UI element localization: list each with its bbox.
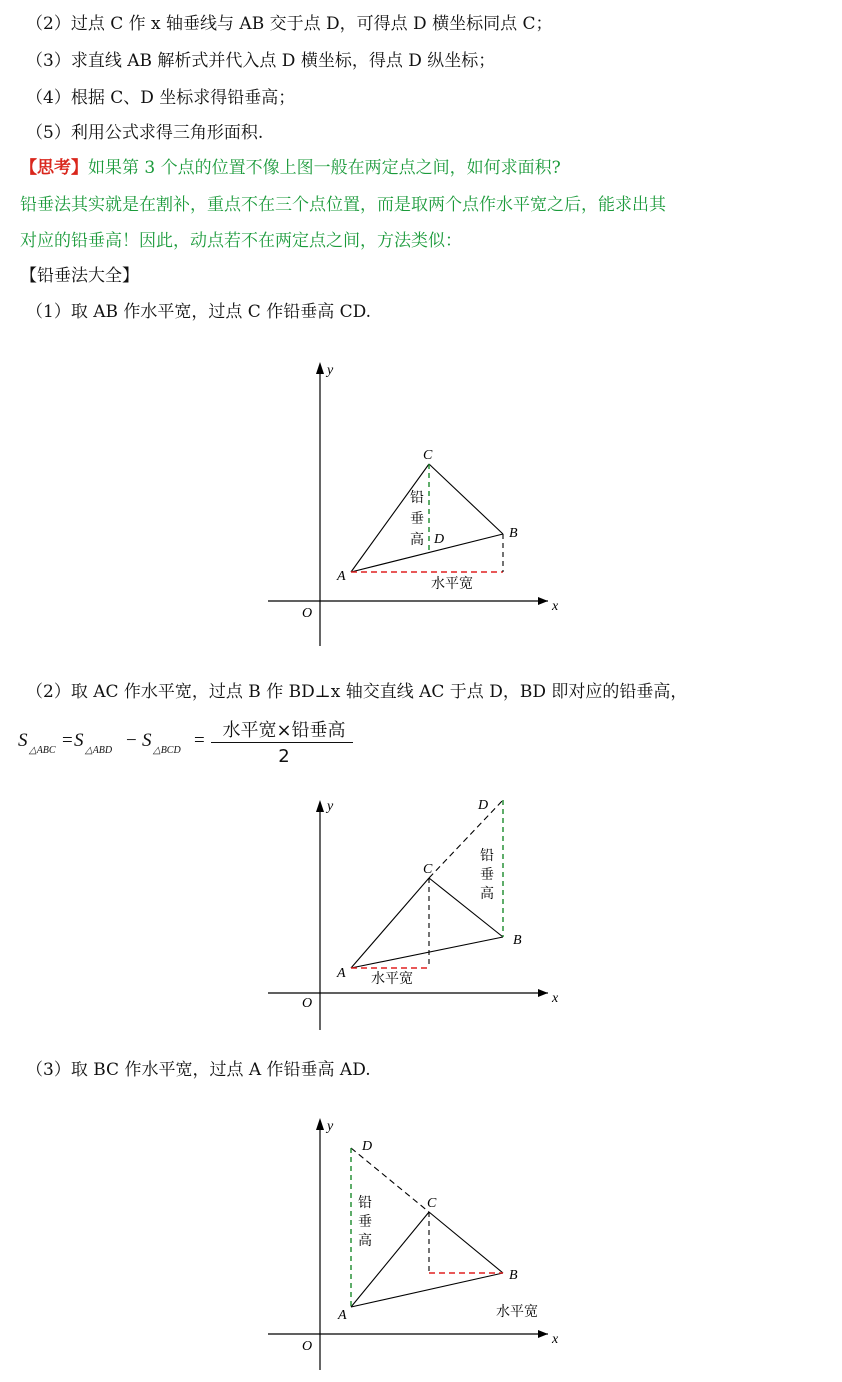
formula-denominator: 2 bbox=[278, 746, 290, 767]
fig2-label-b: B bbox=[513, 933, 522, 948]
formula-s1: S bbox=[18, 730, 28, 751]
case-1-text: （1）取 AB 作水平宽，过点 C 作铅垂高 CD. bbox=[26, 302, 372, 322]
think-answer-1: 铅垂法其实就是在割补，重点不在三个点位置，而是取两个点作水平宽之后，能求出其 bbox=[20, 195, 666, 215]
fig1-height-1: 铅 bbox=[410, 490, 424, 506]
formula-numerator: 水平宽×铅垂高 bbox=[222, 720, 346, 741]
fig1-y-arrow bbox=[316, 362, 324, 374]
fig1-origin-label: O bbox=[302, 606, 313, 621]
fig1-axes bbox=[268, 370, 548, 646]
formula-s2: S bbox=[74, 730, 84, 751]
fig3-triangle bbox=[351, 1212, 503, 1307]
fig1-x-arrow bbox=[538, 597, 548, 605]
formula-eq2: = bbox=[194, 730, 205, 751]
case-2-text: （2）取 AC 作水平宽，过点 B 作 BD⊥x 轴交直线 AC 于点 D，BD 即对应的铅垂高， bbox=[26, 682, 688, 702]
fig2-x-arrow bbox=[538, 989, 548, 997]
fig1-label-a: A bbox=[337, 569, 346, 584]
step-4: （4）根据 C、D 坐标求得铅垂高； bbox=[26, 88, 296, 108]
fig1-label-d: D bbox=[434, 532, 445, 547]
think-answer-2: 对应的铅垂高！因此，动点若不在两定点之间，方法类似： bbox=[20, 231, 462, 251]
fig2-width-label: 水平宽 bbox=[371, 971, 413, 987]
fig2-height-3: 高 bbox=[480, 886, 494, 902]
formula-eq1: = bbox=[62, 730, 73, 751]
fig1-label-b: B bbox=[509, 526, 518, 541]
fig3-y-arrow bbox=[316, 1118, 324, 1130]
think-question-text: 如果第 3 个点的位置不像上图一般在两定点之间，如何求面积? bbox=[88, 158, 561, 178]
fig3-x-label: x bbox=[552, 1332, 559, 1347]
fig3-origin-label: O bbox=[302, 1339, 313, 1354]
fig3-x-arrow bbox=[538, 1330, 548, 1338]
case-3-text: （3）取 BC 作水平宽，过点 A 作铅垂高 AD. bbox=[26, 1060, 371, 1080]
formula-sub3: △BCD bbox=[153, 745, 181, 756]
fig1-width-label: 水平宽 bbox=[431, 576, 473, 592]
fig2-label-c: C bbox=[423, 862, 433, 877]
section-title: 【铅垂法大全】 bbox=[20, 266, 139, 286]
fig3-height-2: 垂 bbox=[358, 1214, 372, 1230]
formula-sub1: △ABC bbox=[29, 745, 56, 756]
fig3-label-d: D bbox=[362, 1139, 373, 1154]
fig2-origin-label: O bbox=[302, 996, 313, 1011]
fig2-y-arrow bbox=[316, 800, 324, 812]
fig1-height-2: 垂 bbox=[410, 511, 424, 527]
fig3-axes bbox=[268, 1126, 548, 1370]
fig2-height-1: 铅 bbox=[480, 848, 494, 864]
fig1-height-3: 高 bbox=[410, 532, 424, 548]
think-tag: 【思考】 bbox=[20, 158, 88, 178]
fig1-triangle bbox=[351, 464, 503, 572]
formula-s3: S bbox=[142, 730, 152, 751]
formula-sub2: △ABD bbox=[85, 745, 113, 756]
fig2-y-label: y bbox=[327, 799, 334, 814]
fig3-label-b: B bbox=[509, 1268, 518, 1283]
fig1-x-label: x bbox=[552, 599, 559, 614]
fig3-label-c: C bbox=[427, 1196, 437, 1211]
fig2-label-d: D bbox=[478, 798, 489, 813]
fig3-width-label: 水平宽 bbox=[496, 1304, 538, 1320]
formula-fraction-bar bbox=[211, 742, 353, 743]
fig3-label-a: A bbox=[338, 1308, 347, 1323]
formula-minus: − bbox=[126, 730, 137, 751]
step-2: （2）过点 C 作 x 轴垂线与 AB 交于点 D，可得点 D 横坐标同点 C； bbox=[26, 14, 553, 34]
fig3-y-label: y bbox=[327, 1119, 334, 1134]
fig1-label-c: C bbox=[423, 448, 433, 463]
fig3-height-3: 高 bbox=[358, 1233, 372, 1249]
fig2-label-a: A bbox=[337, 966, 346, 981]
area-formula bbox=[18, 712, 438, 772]
fig1-y-label: y bbox=[327, 363, 334, 378]
fig2-x-label: x bbox=[552, 991, 559, 1006]
step-5: （5）利用公式求得三角形面积. bbox=[26, 123, 264, 143]
step-3: （3）求直线 AB 解析式并代入点 D 横坐标，得点 D 纵坐标； bbox=[26, 51, 496, 71]
fig2-height-2: 垂 bbox=[480, 867, 494, 883]
fig3-height-1: 铅 bbox=[358, 1195, 372, 1211]
